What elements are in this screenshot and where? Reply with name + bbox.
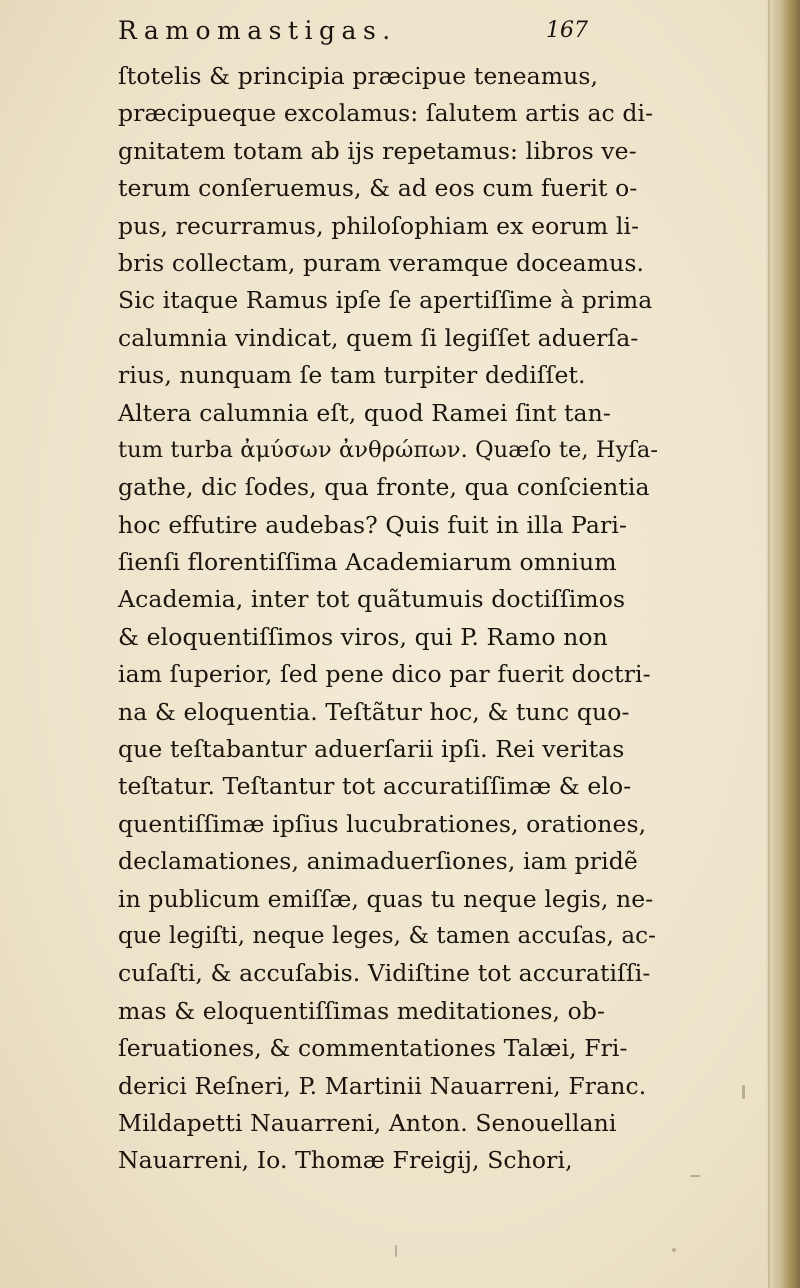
text-line: præcipueque excolamus: ſalutem artis ac di- bbox=[118, 99, 654, 128]
ink-speck bbox=[672, 1248, 676, 1252]
text-line: quentiſſimæ ipſius lucubrationes, orationes, bbox=[118, 809, 647, 838]
text-line: ſtotelis & principia præcipue teneamus, bbox=[118, 62, 599, 90]
text-line: pus, recurramus, philoſophiam ex eorum li- bbox=[118, 211, 640, 240]
text-line: Mildapetti Nauarreni, Anton. Senouellani bbox=[118, 1108, 617, 1137]
ink-speck bbox=[395, 1245, 397, 1257]
text-line: Altera calumnia eſt, quod Ramei ſint tan- bbox=[118, 398, 611, 427]
running-title: Ramomastigas. bbox=[118, 16, 397, 45]
text-line: que legiſti, neque leges, & tamen accuſas, ac- bbox=[118, 922, 657, 949]
text-line: derici Reſneri, P. Martinii Nauarreni, Franc. bbox=[118, 1071, 647, 1100]
text-line: que teſtabantur aduerſarii ipſi. Rei veritas bbox=[118, 735, 625, 764]
body-text bbox=[118, 58, 658, 1180]
text-line: hoc effutire audebas? Quis fuit in illa Pari- bbox=[118, 510, 628, 539]
text-line: iam ſuperior, ſed pene dico par fuerit doctri- bbox=[118, 660, 651, 689]
ink-speck bbox=[690, 1175, 700, 1177]
text-line: ſienſi florentiſſima Academiarum omnium bbox=[118, 548, 617, 577]
text-line: calumnia vindicat, quem ſi legiſſet aduerſa- bbox=[118, 323, 639, 352]
text-line: gathe, dic ſodes, qua fronte, qua conſcientia bbox=[118, 473, 650, 502]
text-line: Academia, inter tot quãtumuis doctiſſimos bbox=[118, 585, 626, 614]
text-line: teſtatur. Teſtantur tot accuratiſſimæ & elo- bbox=[118, 772, 632, 801]
text-line: na & eloquentia. Teſtãtur hoc, & tunc quo- bbox=[118, 697, 630, 726]
text-line: rius, nunquam ſe tam turpiter dediſſet. bbox=[118, 361, 586, 390]
page-number: 167 bbox=[546, 18, 588, 43]
text-line: in publicum emiſſæ, quas tu neque legis, ne- bbox=[118, 884, 654, 913]
text-line: bris collectam, puram veramque doceamus. bbox=[118, 248, 645, 277]
text-line: Nauarreni, Io. Thomæ Freigij, Schori, bbox=[118, 1146, 573, 1175]
text-line: tum turba ἀμύσων ἀνθρώπων. Quæſo te, Hyſa- bbox=[118, 436, 659, 463]
text-line: Sic itaque Ramus ipſe ſe apertiſſime à prima bbox=[118, 286, 653, 315]
text-line: declamationes, animaduerſiones, iam pridẽ bbox=[118, 847, 638, 876]
text-line: mas & eloquentiſſimas meditationes, ob- bbox=[118, 996, 606, 1025]
text-line: ſeruationes, & commentationes Talæi, Fri- bbox=[118, 1034, 628, 1063]
ink-speck bbox=[742, 1085, 745, 1099]
text-line: gnitatem totam ab ijs repetamus: libros ve- bbox=[118, 136, 637, 165]
page-gutter-shadow bbox=[766, 0, 800, 1288]
text-line: & eloquentiſſimos viros, qui P. Ramo non bbox=[118, 622, 608, 651]
text-line: cuſaſti, & accuſabis. Vidiſtine tot accuratiſſi- bbox=[118, 959, 651, 988]
page-header bbox=[118, 14, 638, 54]
text-line: terum conſeruemus, & ad eos cum fuerit o- bbox=[118, 174, 638, 203]
page-edge-line bbox=[768, 0, 770, 1288]
